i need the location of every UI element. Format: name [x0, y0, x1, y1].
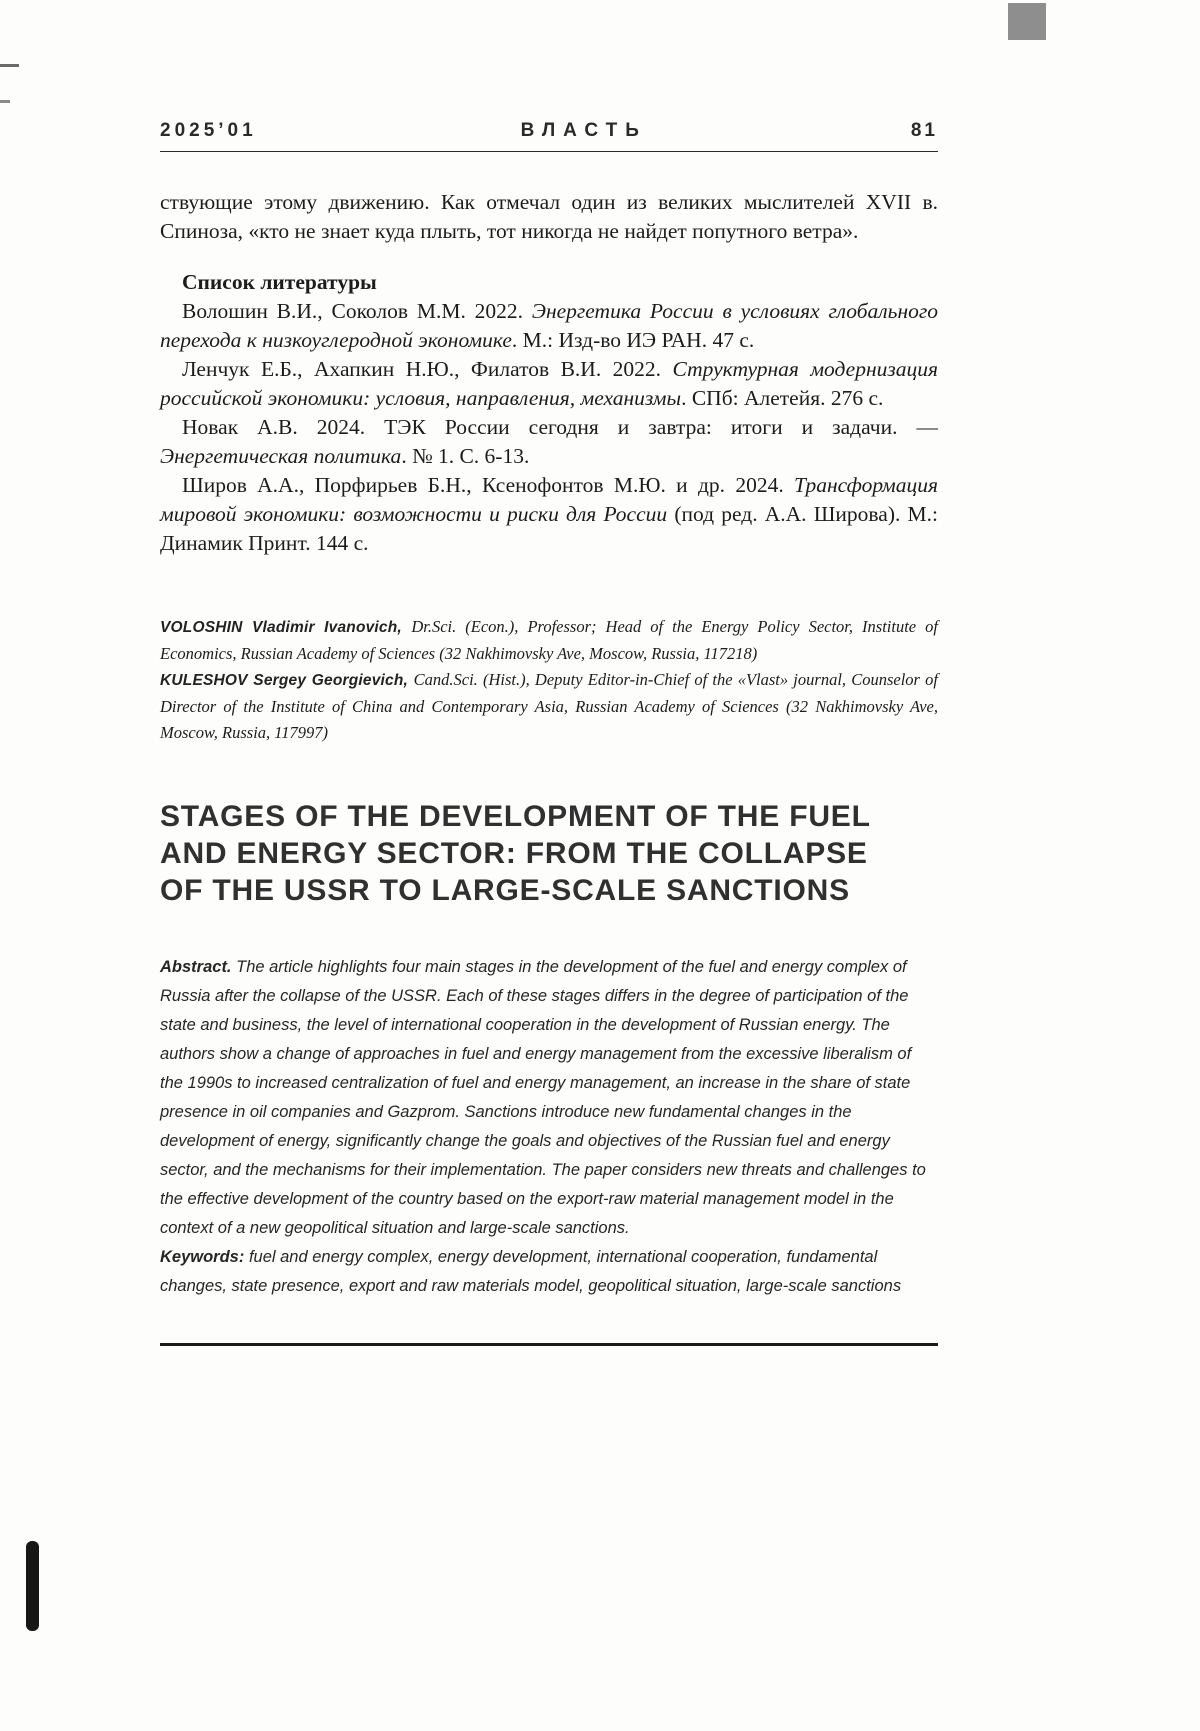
reference-title: Энергетика России в условиях глобального перехода к низкоуглеродной экономике: [160, 299, 938, 352]
author-bio-text: Dr.Sci. (Econ.), Professor; Head of the Energy Policy Sector, Institute of Economics, Russian Academy of Sciences (32 Nakhimovsky Ave, Moscow, Russia, 117218): [160, 617, 938, 663]
article-title-line: AND ENERGY SECTOR: FROM THE COLLAPSE: [160, 837, 868, 870]
keywords: [160, 1243, 938, 1301]
scan-artifact-left-mark: [0, 64, 19, 67]
reference-item: [160, 355, 938, 413]
reference-authors: Широв А.А., Порфирьев Б.Н., Ксенофонтов М.Ю. и др. 2024.: [182, 473, 795, 497]
author-bio: [160, 667, 938, 746]
author-bio-text: Cand.Sci. (Hist.), Deputy Editor-in-Chief of the «Vlast» journal, Counselor of Director of the Institute of China and Contemporary Asia, Russian Academy of Sciences (32 Nakhimovsky Ave, Moscow, Russia, 117997): [160, 670, 938, 742]
lead-paragraph: ствующие этому движению. Как отмечал один из великих мыслителей XVII в. Спиноза, «кто не знает куда плыть, тот никогда не найдет попутного ветра».: [160, 190, 938, 243]
reference-authors: Волошин В.И., Соколов М.М. 2022.: [182, 299, 532, 323]
reference-title: Структурная модернизация российской экономики: условия, направления, механизмы: [160, 357, 938, 410]
page-content: [160, 120, 938, 1346]
reference-tail: . М.: Изд-во ИЭ РАН. 47 с.: [511, 328, 755, 352]
reference-item: [160, 471, 938, 558]
abstract: [160, 953, 938, 1243]
reference-item: [160, 413, 938, 471]
page-header: [160, 120, 938, 142]
references-heading: Список литературы: [182, 270, 377, 294]
reference-title: Энергетическая политика: [160, 444, 402, 468]
reference-authors: Ленчук Е.Б., Ахапкин Н.Ю., Филатов В.И. 2022.: [182, 357, 673, 381]
abstract-text: The article highlights four main stages in the development of the fuel and energy complex of Russia after the collapse of the USSR. Each of these stages differs in the degree of participation of the state and business, the level of international cooperation in the development of Russian energy. The authors show a change of approaches in fuel and energy management from the excessive liberalism of the 1990s to increased centralization of fuel and energy management, an increase in the share of state presence in oil companies and Gazprom. Sanctions introduce new fundamental changes in the development of energy, significantly change the goals and objectives of the Russian fuel and energy sector, and the mechanisms for their implementation. The paper considers new threats and challenges to the effective development of the country based on the export-raw material management model in the context of a new geopolitical situation and large-scale sanctions.: [160, 958, 926, 1237]
journal-title: ВЛАСТЬ: [520, 120, 647, 141]
scan-artifact-left-mark: [0, 100, 10, 103]
article-title-line: OF THE USSR TO LARGE-SCALE SANCTIONS: [160, 874, 850, 907]
reference-tail: . № 1. С. 6-13.: [401, 444, 530, 468]
keywords-label: Keywords:: [160, 1248, 249, 1266]
page-number: 81: [910, 120, 938, 141]
reference-authors: Новак А.В. 2024. ТЭК России сегодня и завтра: итоги и задачи. —: [182, 415, 938, 439]
author-bio: [160, 614, 938, 667]
section-divider-rule: [160, 1343, 938, 1346]
issue-label: 2025’01: [160, 120, 257, 141]
author-name: KULESHOV Sergey Georgievich,: [160, 672, 414, 689]
reference-title: Трансформация мировой экономики: возможности и риски для России: [160, 473, 938, 526]
reference-tail: . СПб: Алетейя. 276 с.: [681, 386, 884, 410]
article-title-line: STAGES OF THE DEVELOPMENT OF THE FUEL: [160, 800, 871, 833]
author-name: VOLOSHIN Vladimir Ivanovich,: [160, 619, 412, 636]
scan-artifact-top-right: [1008, 3, 1046, 40]
reference-tail: (под ред. А.А. Широва). М.: Динамик Принт. 144 с.: [160, 502, 938, 555]
abstract-label: Abstract.: [160, 958, 237, 976]
header-rule: [160, 151, 938, 152]
scan-artifact-bottom-bar: [26, 1541, 39, 1631]
article-title: [160, 798, 938, 909]
reference-item: [160, 297, 938, 355]
keywords-text: fuel and energy complex, energy development, international cooperation, fundamental changes, state presence, export and raw materials model, geopolitical situation, large-scale sanctions: [160, 1248, 902, 1295]
author-bios: [160, 614, 938, 746]
